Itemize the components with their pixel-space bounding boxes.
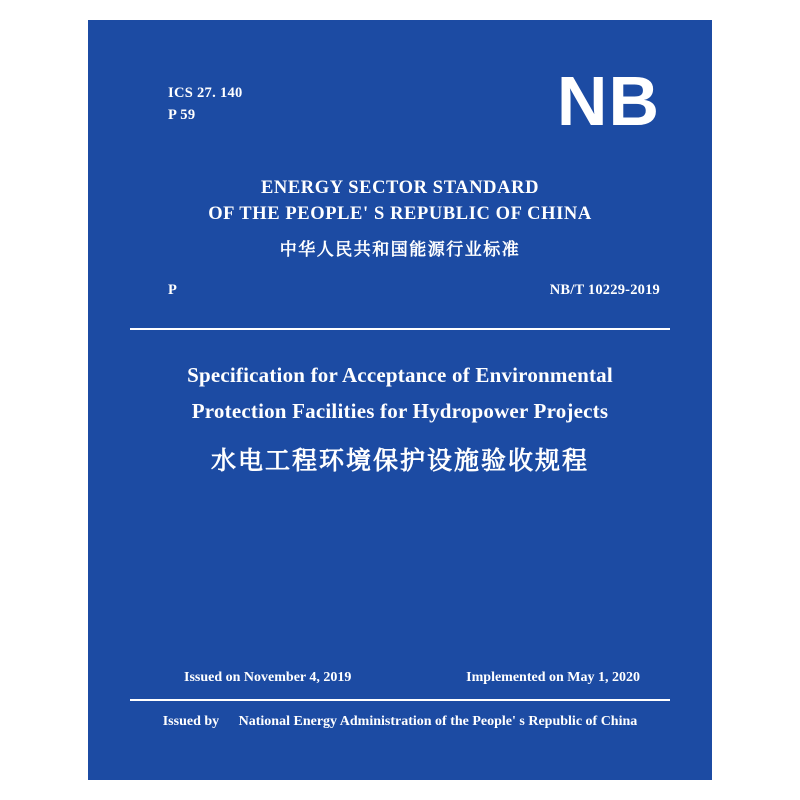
- title-en-line-1: Specification for Acceptance of Environmental: [187, 363, 613, 387]
- divider-bottom: [130, 699, 670, 701]
- header-line-1: ENERGY SECTOR STANDARD: [260, 178, 540, 198]
- header-line-2: OF THE PEOPLE' S REPUBLIC OF CHINA: [208, 204, 592, 224]
- implemented-date: Implemented on May 1, 2020: [466, 670, 640, 685]
- divider-top: [130, 328, 670, 330]
- issuer-row: [88, 714, 712, 730]
- category-letter: P: [168, 282, 177, 298]
- nb-logo: NB: [556, 62, 660, 140]
- ics-code: ICS 27. 140: [168, 85, 243, 101]
- classification-row: [88, 282, 712, 302]
- title-block: [88, 357, 712, 477]
- title-chinese: 水电工程环境保护设施验收规程: [210, 447, 589, 475]
- header-line-chinese: 中华人民共和国能源行业标准: [279, 240, 521, 259]
- dates-row: [88, 670, 712, 690]
- standard-header: [88, 175, 712, 260]
- title-en-line-2: Protection Facilities for Hydropower Projects: [191, 399, 609, 423]
- issued-date: Issued on November 4, 2019: [184, 670, 352, 685]
- p-code: P 59: [168, 107, 196, 123]
- classification-codes: [168, 82, 243, 126]
- issued-by-organization: National Energy Administration of the People' s Republic of China: [238, 714, 638, 729]
- issued-by-label: Issued by: [162, 714, 220, 729]
- standard-cover: [88, 20, 712, 780]
- standard-number: NB/T 10229-2019: [549, 282, 660, 298]
